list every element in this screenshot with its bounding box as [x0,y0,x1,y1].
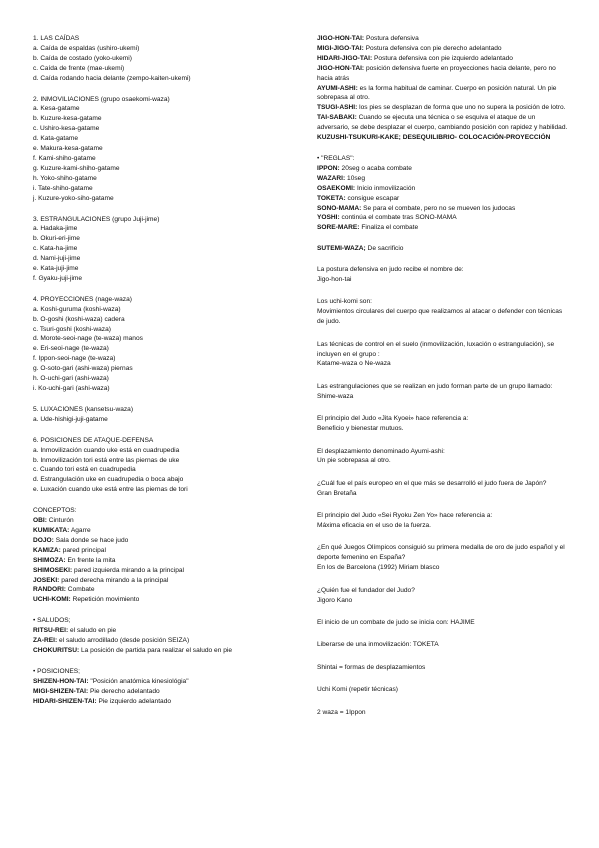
definition: Combate [65,586,95,594]
definition: Agarre [69,526,91,534]
question: Las técnicas de control en el suelo (inmovilización, luxación o estrangulación), se incluyen en el grupo : [317,340,555,358]
term: ZA-REI: [33,637,58,645]
term: YOSHI: [317,214,340,222]
section-title: 6. POSICIONES DE ATAQUE-DEFENSA [33,436,154,444]
concept-item [33,546,295,556]
list-item: d. Morote-seoi-nage (te-waza) manos [33,335,143,343]
question: La postura defensiva en judo recibe el nombre de: [317,266,464,274]
right-column [317,34,569,730]
section-proyecciones [33,295,295,394]
definition: De sacrificio [365,245,404,253]
definition: los pies se desplazan de forma que uno no supera la posición de lotro. [357,104,566,112]
term: RANDORI: [33,586,66,594]
answer: En los de Barcelona (1992) Miriam blasco [317,564,440,572]
list-item: b. Okuri-eri-jime [33,235,80,243]
list-item: b. Caída de costado (yoko-ukemi) [33,54,132,62]
question: El desplazamiento denominado Ayumi-ashi: [317,447,445,455]
concept-item [33,697,295,707]
term: KUMIKATA: [33,526,70,534]
list-item: a. Caída de espaldas (ushiro-ukemi) [33,44,140,52]
qa-item [317,586,569,606]
note-line: El inicio de un combate de judo se inicia con: HAJIME [317,618,475,626]
term: SUTEMI-WAZA; [317,245,366,253]
definition: Sala donde se hace judo [53,536,129,544]
definition: Pie izquierdo adelantado [96,697,172,705]
concept-item [33,585,295,595]
answer: Jigoro Kano [317,596,353,604]
section-sutemi [317,244,569,254]
qa-item [317,447,569,467]
concept-item [317,113,569,133]
list-item: a. Kesa-gatame [33,105,80,113]
term: HIDARI-SHIZEN-TAI: [33,697,97,705]
definition: es la forma habitual de caminar. Cuerpo en posición natural. Un pie sobrepasa al otro. [317,84,557,102]
term: SONO-MAMA: [317,204,362,212]
list-item: c. Tsuri-goshi (koshi-waza) [33,325,111,333]
term: IPPON: [317,164,340,172]
list-item: a. Inmovilización cuando uke está en cuadrupedia [33,446,180,454]
rule-item [317,213,569,223]
concept-item [317,54,569,64]
concept-item [317,44,569,54]
question: El principio del Judo «Sei Ryoku Zen Yo» hace referencia a: [317,512,493,520]
list-item: e. Luxación cuando uke está entre las piernas de tori [33,486,188,494]
list-item: j. Kuzure-yoko-siho-gatame [33,194,114,202]
section-title: 3. ESTRANGULACIONES (grupo Juji-jime) [33,215,160,223]
list-item: h. Yoko-shiho-gatame [33,174,97,182]
definition: continúa el combate tras SONO-MAMA [339,214,457,222]
definition: Cuando se ejecuta una técnica o se esquiva el ataque de un adversario, se debe desplazar el cuerpo, cambiando posición con rapidez y habilidad. [317,114,568,132]
answer: Movimientos circulares del cuerpo que realizamos al atacar o defender con técnicas de judo. [317,308,563,326]
term: JOSEKI: [33,576,60,584]
note-line: Shintai = formas de desplazamientos [317,663,426,671]
qa-item [317,479,569,499]
list-item: a. Koshi-guruma (koshi-waza) [33,305,121,313]
term: AYUMI-ASHI: [317,84,358,92]
concept-item [317,133,569,143]
answer: Beneficio y bienestar mutuos. [317,425,404,433]
definition: Postura defensiva con pie derecho adelantado [363,44,502,52]
qa-item [317,382,569,402]
list-item: g. O-soto-gari (ashi-waza) piernas [33,365,133,373]
rule-item [317,184,569,194]
answer: Shime-waza [317,392,354,400]
list-item: f. Gyaku-juji-jime [33,274,83,282]
concept-item [33,646,295,656]
list-item: f. Kami-shiho-gatame [33,154,96,162]
definition: "Posición anatómica kinesiológia" [88,677,189,685]
section-reglas [317,154,569,233]
list-item: b. Inmovilización tori está entre las piernas de uke [33,456,180,464]
qa-item [317,511,569,531]
concept-item [33,687,295,697]
concept-item [33,526,295,536]
term: HIDARI-JIGO-TAI: [317,54,373,62]
definition: Cinturón [46,517,74,525]
term: JIGO-HON-TAI: [317,64,365,72]
answer: Katame-waza o Ne-waza [317,360,391,368]
rule-item [317,223,569,233]
term: CHOKURITSU: [33,646,80,654]
list-item: d. Caída rodando hacia delante (zempo-kaiten-ukemi) [33,74,191,82]
definition: Postura defensiva con pie izquierdo adelantado [372,54,513,62]
term: TSUGI-ASHI: [317,104,358,112]
list-item: e. Eri-seoi-nage (te-waza) [33,345,109,353]
concept-item [317,103,569,113]
list-item: f. Ippon-seoi-nage (te-waza) [33,355,116,363]
term: WAZARI: [317,174,346,182]
section-title: 1. LAS CAÍDAS [33,35,80,42]
definition: Finaliza el combate [359,224,419,232]
term: OBI: [33,517,47,525]
list-item: i. Ko-uchi-gari (ashi-waza) [33,385,110,392]
list-item: i. Tate-shiho-gatame [33,184,93,192]
term: SHIMOZA: [33,556,66,564]
definition: Inicio inmovilización [355,184,416,192]
section-saludos [33,616,295,656]
term: KAMIZA: [33,546,61,554]
list-item: b. Kuzure-kesa-gatame [33,115,102,123]
list-item: c. Cuando tori está en cuadrupedia [33,466,136,474]
term: SORE-MARE: [317,224,360,232]
term: SHIZEN-HON-TAI: [33,677,89,685]
list-item: b. O-goshi (koshi-waza) cadera [33,315,125,323]
definition: Se para el combate, pero no se mueven los judocas [361,204,516,212]
note-line: 2 waza = 1Ippon [317,708,366,716]
section-conceptos [33,506,295,605]
concept-item [33,636,295,646]
question: ¿En qué Juegos Olímpicos consiguió su primera medalla de oro de judo español y el deporte femenino en España? [317,544,565,562]
list-item: h. O-uchi-gari (ashi-waza) [33,375,109,383]
concept-item [317,84,569,104]
section-title: • "REGLAS": [317,154,355,162]
question: El principio del Judo «Jita Kyoei» hace referencia a: [317,415,469,423]
concept-item [33,677,295,687]
section-posturas [317,34,569,143]
term: KUZUSHI-TSUKURI-KAKE; DESEQUILIBRIO- COLOCACIÓN-PROYECCIÓN [317,134,551,142]
term: MIGI-JIGO-TAI: [317,44,364,52]
section-caidas [33,34,295,84]
list-item: c. Kata-ha-jime [33,245,78,253]
list-item: d. Kata-gatame [33,135,79,143]
definition: Postura defensiva [364,35,419,42]
section-title: • POSICIONES; [33,667,81,675]
term: OSAEKOMI: [317,184,356,192]
list-item: e. Kata-juji-jime [33,265,79,273]
section-title: 4. PROYECCIONES (nage-waza) [33,295,132,303]
rule-item [317,174,569,184]
section-title: 5. LUXACIONES (kansetsu-waza) [33,405,134,413]
left-column [33,34,295,717]
concept-item [33,556,295,566]
definition: pared izquierda mirando a la principal [72,566,184,574]
definition: pared derecha mirando a la principal [59,576,169,584]
definition: consigue escapar [345,194,400,202]
definition: Pie derecho adelantado [88,687,160,695]
term: UCHI-KOMI: [33,596,71,604]
definition: posición defensiva fuerte en proyecciones hacia delante, pero no hacia atrás [317,64,556,82]
qa-item [317,265,569,285]
concept-item [317,34,569,44]
section-inmovilizaciones [33,95,295,204]
list-item: d. Estrangulación uke en cuadrupedia o boca abajo [33,476,184,484]
rule-item [317,164,569,174]
question: ¿Quién fue el fundador del Judo? [317,586,415,594]
answer: Jigo-hon-tai [317,276,352,284]
qa-item [317,297,569,327]
question: Las estrangulaciones que se realizan en judo forman parte de un grupo llamado: [317,382,553,390]
section-title: • SALUDOS; [33,617,71,625]
concept-item [33,566,295,576]
answer: Gran Bretaña [317,489,357,497]
list-item: a. Hadaka-jime [33,225,78,233]
concept-item [317,64,569,84]
definition: En frente la mita [65,556,116,564]
qa-item [317,340,569,370]
section-title: 2. INMOVILIACIONES (grupo osaekomi-waza) [33,95,170,103]
term: JIGO-HON-TAI: [317,35,365,42]
question: ¿Cuál fue el país europeo en el que más se desarrolló el judo fuera de Japón? [317,479,547,487]
term: TAI-SABAKI: [317,114,357,122]
term: SHIMOSEKI: [33,566,73,574]
rule-item [317,204,569,214]
answer: Máxima eficacia en el uso de la fuerza. [317,522,431,530]
qa-item [317,543,569,573]
list-item: d. Nami-juji-jime [33,255,81,263]
section-luxaciones [33,405,295,425]
term: DOJO: [33,536,54,544]
section-posiciones [33,667,295,707]
section-title: CONCEPTOS: [33,507,77,515]
section-posiciones-ataque [33,436,295,495]
concept-item [33,595,295,605]
definition: pared principal [60,546,106,554]
note-line: Uchi Komi (repetir técnicas) [317,686,398,694]
definition: 10seg [345,174,366,182]
concept-item [33,626,295,636]
list-item: c. Ushiro-kesa-gatame [33,125,100,133]
list-item: g. Kuzure-kami-shiho-gatame [33,164,120,172]
term: TOKETA: [317,194,346,202]
list-item: e. Makura-kesa-gatame [33,145,103,153]
list-item: a. Ude-hishigi-juji-gatame [33,415,108,423]
concept-item [317,244,569,254]
section-estrangulaciones [33,215,295,284]
concept-item [33,536,295,546]
definition: el saludo en pie [68,627,117,635]
definition: Repetición movimiento [70,596,140,604]
note-line: Liberarse de una inmovilización: TOKETA [317,641,439,649]
rule-item [317,194,569,204]
qa-item [317,414,569,434]
definition: 20seg o acaba combate [339,164,412,172]
concept-item [33,516,295,526]
question: Los uchi-komi son: [317,298,372,306]
answer: Un pie sobrepasa al otro. [317,457,391,465]
definition: el saludo arrodillado (desde posición SEIZA) [57,637,190,645]
term: MIGI-SHIZEN-TAI: [33,687,89,695]
term: RITSU-REI: [33,627,69,635]
list-item: c. Caída de frente (mae-ukemi) [33,64,125,72]
concept-item [33,576,295,586]
definition: La posición de partida para realizar el saludo en pie [79,646,233,654]
